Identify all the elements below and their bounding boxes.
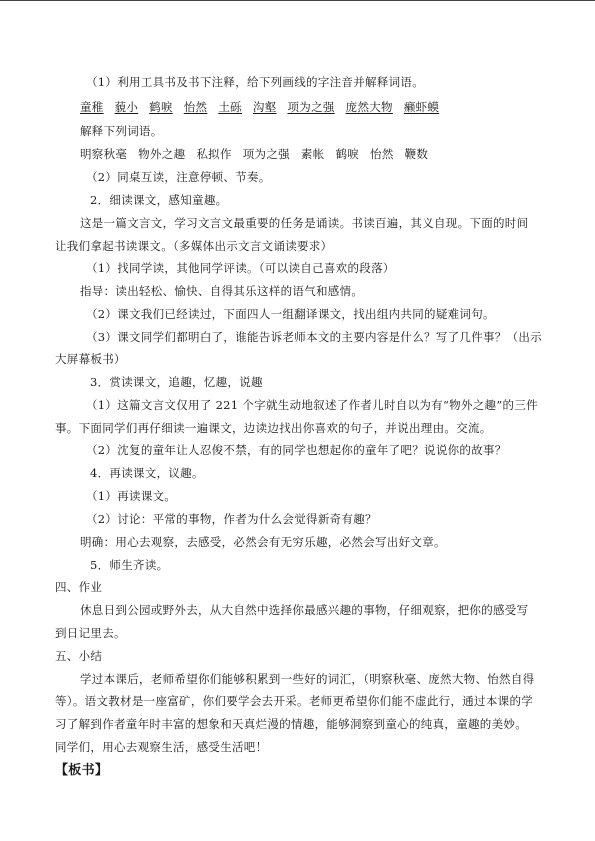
text-line: （2）课文我们已经读过，下面四人一组翻译课文，找出组内共同的疑难词句。 — [86, 307, 495, 321]
text-line: 明确：用心去观察，去感受，必然会有无穷乐趣，必然会写出好文章。 — [80, 535, 446, 549]
text-line: 同学们，用心去观察生活，感受生活吧！ — [55, 740, 268, 754]
word-1: 童稚 — [80, 100, 104, 114]
vocab-8: 鞭数 — [404, 147, 429, 161]
text-line: 大屏幕板书） — [55, 352, 126, 366]
word-5: 土砾 — [218, 100, 242, 114]
text-line: 这是一篇文言文，学习文言文最重要的任务是诵读。书读百遍，其义自现。下面的时间 — [80, 216, 529, 230]
text-line: （1）再读课文。 — [86, 489, 177, 503]
vocab-3: 私拟作 — [196, 147, 232, 161]
text-line: 习了解到作者童年时丰富的想象和天真烂漫的情趣，能够洞察到童心的纯真，童趣的美妙。 — [55, 717, 527, 731]
text-line: 等）。语文教材是一座富矿，你们要学会去开采。老师更希望你们能不虚此行，通过本课的学 — [55, 694, 534, 708]
text-line: 事。下面同学们再仔细读一遍课文，边读边找出你喜欢的句子，并说出理由。交流。 — [55, 421, 492, 435]
text-line: 学过本课后，老师希望你们能够积累到一些好的词汇，（明察秋毫、庞然大物、怡然自得 — [80, 672, 535, 686]
vocab-4: 项为之强 — [242, 147, 290, 161]
word-4: 怡然 — [183, 100, 208, 114]
text-line: （2）同桌互读，注意停顿、节奏。 — [86, 170, 271, 184]
board-heading: 【板书】 — [55, 763, 109, 778]
text-line: （1）找同学读，其他同学评读。（可以读自己喜欢的段落） — [86, 261, 395, 275]
text-line: 五、小结 — [55, 649, 103, 663]
text-line: 3．赏读课文，追趣，忆趣，说趣 — [90, 375, 263, 389]
word-9: 癞虾蟆 — [403, 100, 440, 114]
word-3: 鹤唳 — [149, 100, 173, 114]
text-line: 让我们拿起书读课文。（多媒体出示文言文诵读要求） — [55, 239, 333, 253]
vocab-words-row — [80, 147, 435, 161]
word-2: 藐小 — [114, 100, 139, 114]
text-line: （2）讨论：平常的事物，作者为什么会觉得新奇有趣？ — [86, 512, 377, 526]
word-6: 沟壑 — [252, 100, 277, 114]
text-line: 5．师生齐读。 — [90, 558, 169, 572]
text-line: （1）利用工具书及书下注释，给下列画线的字注音并解释词语。 — [86, 75, 425, 89]
text-line: 指导：读出轻松、愉快、自得其乐这样的语气和感情。 — [80, 284, 364, 298]
text-line: 休息日到公园或野外去，从大自然中选择你最感兴趣的事物，仔细观察，把你的感受写 — [80, 603, 529, 617]
vocab-2: 物外之趣 — [138, 147, 186, 161]
text-line: 解释下列词语。 — [80, 124, 163, 138]
text-line: 到日记里去。 — [55, 626, 126, 640]
text-line: （3）课文同学们都明白了，谁能告诉老师本文的主要内容是什么？写了几件事？（出示 — [86, 330, 543, 344]
word-7: 项为之强 — [287, 100, 335, 114]
word-8: 庞然大物 — [345, 100, 393, 114]
text-line: （1）这篇文言文仅用了 221 个字就生动地叙述了作者儿时自以为有“物外之趣”的三件 — [86, 398, 538, 412]
text-line: 四、作业 — [55, 580, 103, 594]
text-line: 4．再读课文，议趣。 — [90, 466, 204, 480]
vocab-1: 明察秋毫 — [80, 147, 128, 161]
vocab-6: 鹤唳 — [335, 147, 360, 161]
vocab-5: 素帐 — [300, 147, 325, 161]
top-border — [0, 0, 595, 1]
underlined-words-row — [80, 100, 446, 114]
text-line: 2．细读课文，感知童趣。 — [90, 193, 228, 207]
text-line: （2）沈复的童年让人忍俊不禁，有的同学也想起你的童年了吧？说说你的故事？ — [86, 443, 507, 457]
vocab-7: 怡然 — [370, 147, 394, 161]
